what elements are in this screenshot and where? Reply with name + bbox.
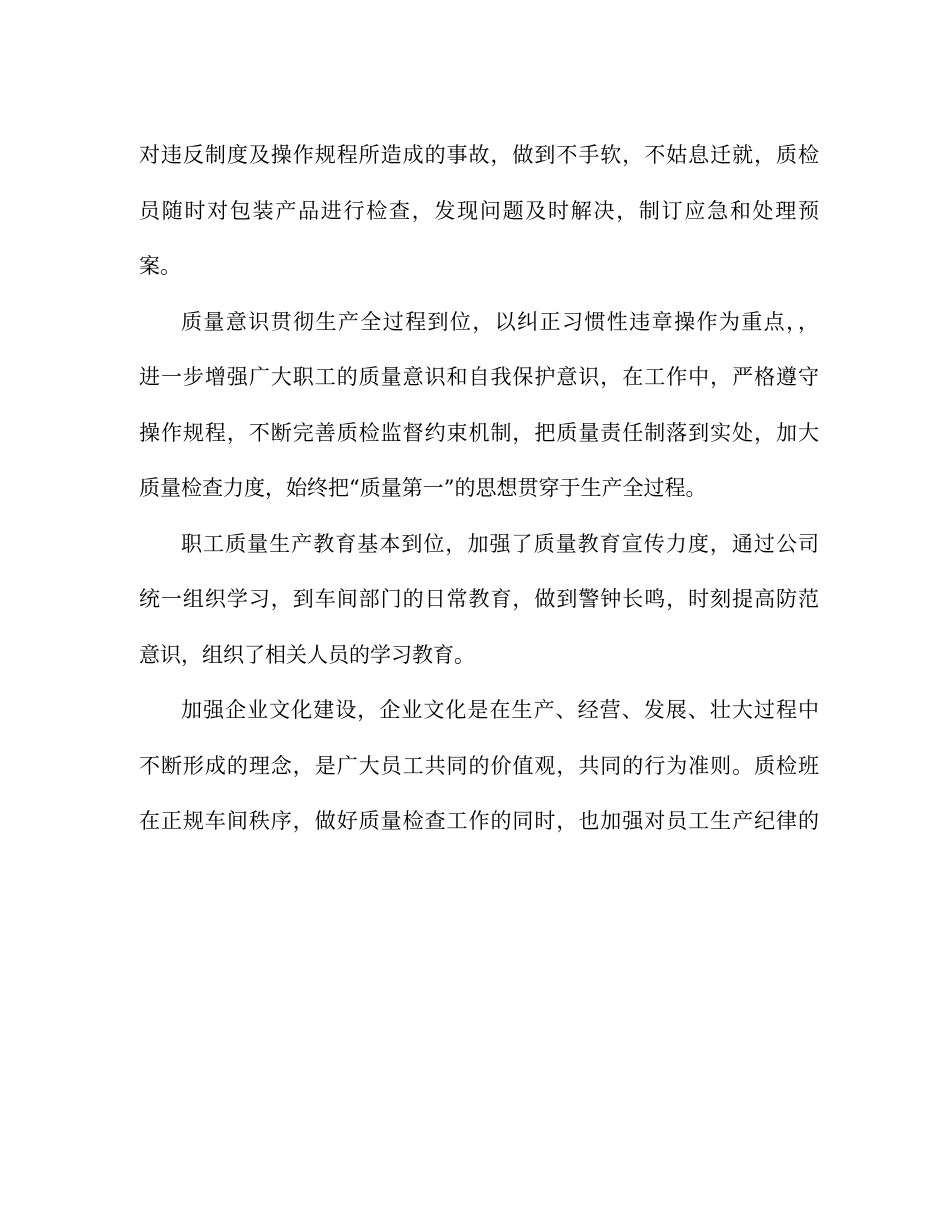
paragraph-1-line-1: 对违反制度及操作规程所造成的事故，做到不手软，不姑息迁就，质检 [139, 143, 819, 167]
paragraph-4-line-1: 加强企业文化建设，企业文化是在生产、经营、发展、壮大过程中 [181, 698, 819, 722]
paragraph-3-line-3: 意识，组织了相关人员的学习教育。 [139, 642, 475, 667]
paragraph-4-line-3: 在正规车间秩序，做好质量检查工作的同时，也加强对员工生产纪律的 [139, 809, 819, 833]
paragraph-2-line-4: 质量检查力度，始终把“质量第一”的思想贯穿于生产全过程。 [139, 476, 707, 500]
paragraph-4-line-2: 不断形成的理念，是广大员工共同的价值观，共同的行为准则。质检班 [139, 753, 819, 778]
paragraph-3-line-2: 统一组织学习，到车间部门的日常教育，做到警钟长鸣，时刻提高防范 [139, 587, 819, 611]
paragraph-1-line-3: 案。 [139, 254, 181, 278]
paragraph-2-line-3: 操作规程，不断完善质检监督约束机制，把质量责任制落到实处，加大 [139, 420, 819, 445]
paragraph-2-line-1: 质量意识贯彻生产全过程到位，以纠正习惯性违章操作为重点，， [181, 309, 819, 334]
paragraph-2-line-2: 进一步增强广大职工的质量意识和自我保护意识，在工作中，严格遵守 [139, 365, 819, 389]
paragraph-1-line-2: 员随时对包装产品进行检查，发现问题及时解决，制订应急和处理预 [139, 198, 819, 223]
document-body [139, 128, 819, 850]
paragraph-3-line-1: 职工质量生产教育基本到位，加强了质量教育宣传力度，通过公司 [181, 531, 819, 556]
